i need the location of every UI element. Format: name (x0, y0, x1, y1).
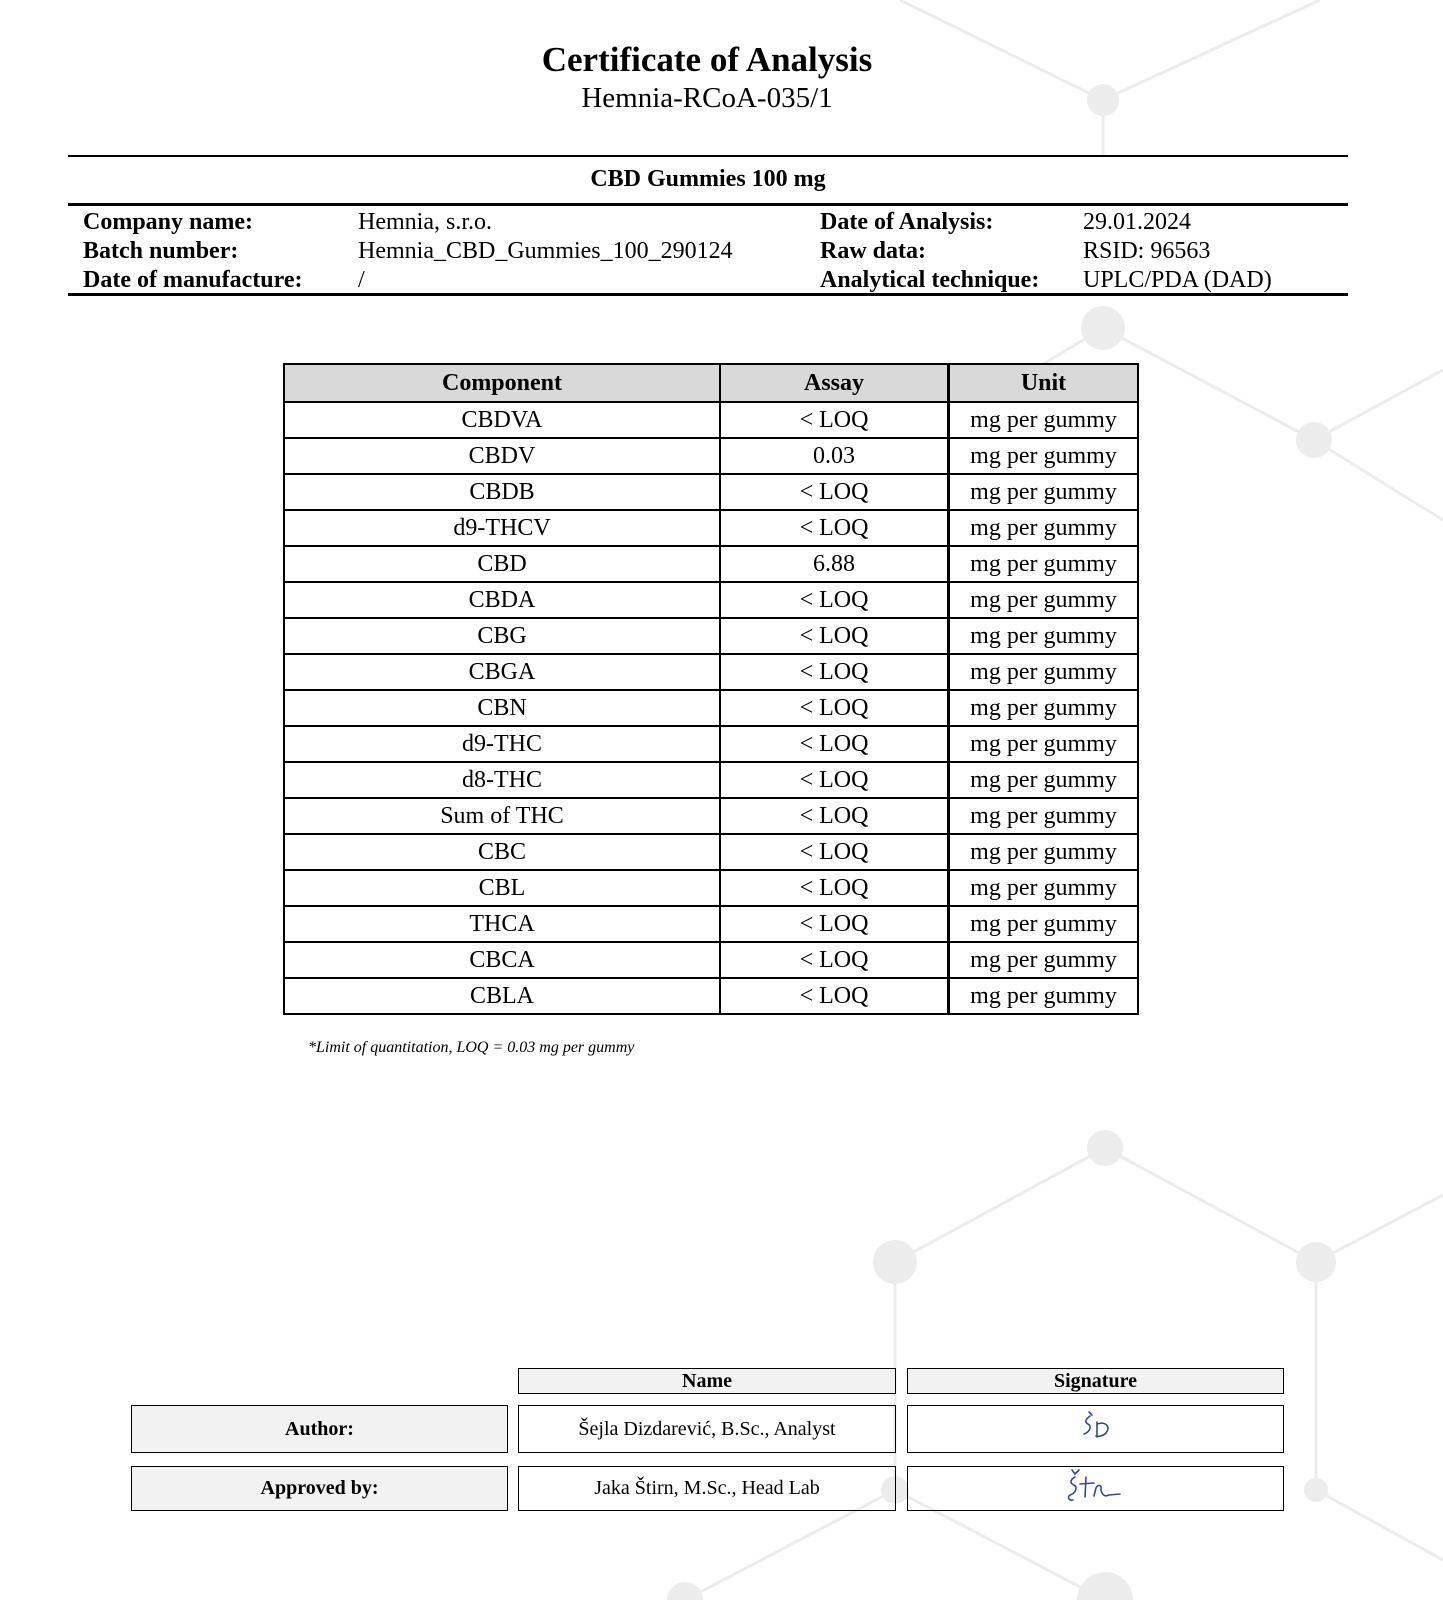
unit-cell: mg per gummy (949, 762, 1139, 798)
assay-cell: < LOQ (720, 510, 949, 546)
approved-by-label: Approved by: (131, 1466, 508, 1511)
unit-cell: mg per gummy (949, 870, 1139, 906)
unit-cell: mg per gummy (949, 654, 1139, 690)
approved-signature (1041, 1467, 1151, 1511)
company-name-value: Hemnia, s.r.o. (358, 209, 492, 235)
table-row (284, 546, 1138, 582)
unit-cell: mg per gummy (949, 834, 1139, 870)
table-row (284, 510, 1138, 546)
assay-cell: < LOQ (720, 906, 949, 942)
company-name-label: Company name: (83, 209, 254, 235)
component-cell: CBD (284, 546, 720, 582)
product-name: CBD Gummies 100 mg (590, 166, 826, 192)
component-cell: CBDA (284, 582, 720, 618)
table-row (284, 618, 1138, 654)
assay-cell: < LOQ (720, 978, 949, 1014)
component-cell: CBDV (284, 438, 720, 474)
table-row (284, 870, 1138, 906)
header-divider-top (68, 155, 1348, 157)
header-divider-middle (68, 203, 1348, 206)
component-cell: Sum of THC (284, 798, 720, 834)
component-column-header: Component (284, 364, 720, 402)
unit-cell: mg per gummy (949, 690, 1139, 726)
raw-data-label: Raw data: (820, 238, 926, 264)
analytical-technique-value: UPLC/PDA (DAD) (1083, 267, 1272, 293)
component-cell: CBN (284, 690, 720, 726)
assay-cell: < LOQ (720, 834, 949, 870)
date-of-analysis-value: 29.01.2024 (1083, 209, 1191, 235)
unit-cell: mg per gummy (949, 906, 1139, 942)
loq-footnote: *Limit of quantitation, LOQ = 0.03 mg per gummy (308, 1039, 635, 1056)
unit-cell: mg per gummy (949, 582, 1139, 618)
assay-column-header: Assay (720, 364, 949, 402)
component-cell: CBDB (284, 474, 720, 510)
unit-cell: mg per gummy (949, 510, 1139, 546)
table-row (284, 438, 1138, 474)
unit-cell: mg per gummy (949, 438, 1139, 474)
batch-number-value: Hemnia_CBD_Gummies_100_290124 (358, 238, 733, 264)
raw-data-value: RSID: 96563 (1083, 238, 1211, 264)
assay-cell: < LOQ (720, 474, 949, 510)
unit-column-header: Unit (949, 364, 1139, 402)
unit-cell: mg per gummy (949, 798, 1139, 834)
table-row (284, 906, 1138, 942)
author-signature (1056, 1407, 1136, 1451)
assay-cell: < LOQ (720, 942, 949, 978)
component-cell: CBGA (284, 654, 720, 690)
unit-cell: mg per gummy (949, 942, 1139, 978)
unit-cell: mg per gummy (949, 546, 1139, 582)
table-row (284, 726, 1138, 762)
assay-cell: < LOQ (720, 582, 949, 618)
table-row (284, 690, 1138, 726)
results-table (283, 363, 1139, 1015)
unit-cell: mg per gummy (949, 618, 1139, 654)
table-row (284, 942, 1138, 978)
assay-cell: < LOQ (720, 798, 949, 834)
results-header-row (284, 364, 1138, 402)
table-row (284, 474, 1138, 510)
assay-cell: < LOQ (720, 402, 949, 438)
component-cell: CBC (284, 834, 720, 870)
signature-column-header: Signature (907, 1368, 1284, 1394)
batch-number-label: Batch number: (83, 238, 239, 264)
approved-by-signature-cell (907, 1466, 1284, 1511)
results-body (284, 402, 1138, 1014)
date-of-analysis-label: Date of Analysis: (820, 209, 994, 235)
date-of-manufacture-label: Date of manufacture: (83, 267, 303, 293)
unit-cell: mg per gummy (949, 978, 1139, 1014)
page-title: Certificate of Analysis (541, 40, 873, 79)
component-cell: d9-THC (284, 726, 720, 762)
author-label: Author: (131, 1405, 508, 1453)
assay-cell: < LOQ (720, 726, 949, 762)
name-column-header: Name (518, 1368, 896, 1394)
assay-cell: < LOQ (720, 690, 949, 726)
component-cell: CBCA (284, 942, 720, 978)
table-row (284, 762, 1138, 798)
unit-cell: mg per gummy (949, 474, 1139, 510)
date-of-manufacture-value: / (358, 267, 365, 293)
assay-cell: < LOQ (720, 762, 949, 798)
unit-cell: mg per gummy (949, 402, 1139, 438)
document-id: Hemnia-RCoA-035/1 (581, 82, 833, 114)
table-row (284, 654, 1138, 690)
author-name: Šejla Dizdarević, B.Sc., Analyst (518, 1405, 896, 1453)
table-row (284, 798, 1138, 834)
component-cell: CBLA (284, 978, 720, 1014)
component-cell: d8-THC (284, 762, 720, 798)
component-cell: THCA (284, 906, 720, 942)
author-signature-cell (907, 1405, 1284, 1453)
assay-cell: 6.88 (720, 546, 949, 582)
approved-by-name: Jaka Štirn, M.Sc., Head Lab (518, 1466, 896, 1511)
component-cell: CBL (284, 870, 720, 906)
unit-cell: mg per gummy (949, 726, 1139, 762)
component-cell: CBG (284, 618, 720, 654)
table-row (284, 834, 1138, 870)
assay-cell: 0.03 (720, 438, 949, 474)
table-row (284, 402, 1138, 438)
analytical-technique-label: Analytical technique: (820, 267, 1040, 293)
assay-cell: < LOQ (720, 618, 949, 654)
table-row (284, 978, 1138, 1014)
component-cell: d9-THCV (284, 510, 720, 546)
table-row (284, 582, 1138, 618)
assay-cell: < LOQ (720, 654, 949, 690)
component-cell: CBDVA (284, 402, 720, 438)
assay-cell: < LOQ (720, 870, 949, 906)
header-divider-bottom (68, 293, 1348, 296)
